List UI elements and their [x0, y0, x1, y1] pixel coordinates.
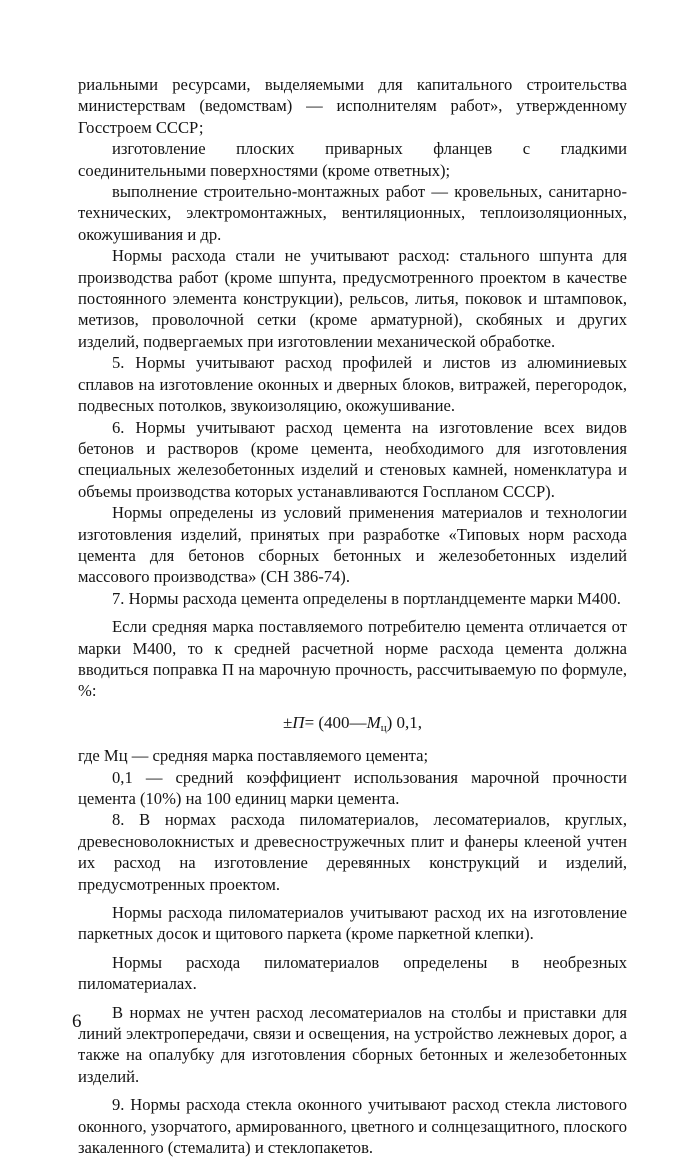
paragraph: В нормах не учтен расход лесоматериалов на столбы и приставки для линий электропередачи, связи и освещения, на устройство лежневых дорог, а также на опалубку для изготовления сборных бетонных и железобетонных изделий.	[78, 1002, 627, 1086]
paragraph: риальными ресурсами, выделяемыми для капитального строительства министерствам (ведомствам) — исполнителям работ», утвержденному Госстроем СССР;	[78, 75, 627, 137]
paragraph: Если средняя марка поставляемого потребителю цемента отличается от марки М400, то к средней расчетной норме расхода цемента должна вводиться поправка П на марочную прочность, рассчитываемую по формуле, %:	[78, 617, 627, 701]
paragraph: выполнение строительно-монтажных работ — кровельных, санитарно-технических, электромонтажных, вентиляционных, теплоизоляционных, окожушивания и др.	[78, 182, 627, 244]
formula	[78, 712, 627, 733]
formula-pm: ±	[282, 712, 293, 732]
paragraph-item-9: 9. Нормы расхода стекла оконного учитывают расход стекла листового оконного, узорчатого, армированного, цветного и солнцезащитного, плоского закаленного (стемалита) и стеклопакетов.	[78, 1095, 627, 1158]
formula-subscript: ц	[380, 721, 387, 734]
formula-variable: П	[292, 712, 305, 732]
paragraph-item-6: 6. Нормы учитывают расход цемента на изготовление всех видов бетонов и растворов (кроме цемента, необходимого для изготовления специальных железобетонных изделий и стеновых камней, номенклатура и объемы производства которых устанавливаются Госпланом СССР).	[78, 417, 627, 501]
paragraph: где Мц — средняя марка поставляемого цемента;	[78, 746, 429, 766]
document-page	[78, 74, 627, 1159]
paragraph: Нормы определены из условий применения материалов и технологии изготовления изделий, принятых при разработке «Типовых норм расхода цемента для бетонов сборных бетонных и железобетонных изделий массового производства» (СН 386-74).	[78, 503, 627, 587]
paragraph: 0,1 — средний коэффициент использования марочной прочности цемента (10%) на 100 единиц марки цемента.	[78, 767, 627, 808]
page-number: 6	[72, 1011, 82, 1032]
paragraph-item-8: 8. В нормах расхода пиломатериалов, лесоматериалов, круглых, древесноволокнистых и древесностружечных плит и фанеры клееной учтен их расход на изготовление деревянных конструкций и изделий, предусмотренных проектом.	[78, 810, 627, 894]
paragraph: изготовление плоских приварных фланцев с гладкими соединительными поверхностями (кроме ответных);	[78, 139, 627, 180]
paragraph: Нормы расхода стали не учитывают расход: стального шпунта для производства работ (кроме шпунта, предусмотренного проектом в качестве постоянного элемента конструкции), рельсов, литья, поковок и штамповок, метизов, проволочной сетки (кроме арматурной), скобяных и других изделий, подвергаемых при изготовлении механической обработке.	[78, 246, 627, 351]
paragraph-item-7: 7. Нормы расхода цемента определены в портландцементе марки М400.	[112, 588, 621, 608]
paragraph: Нормы расхода пиломатериалов учитывают расход их на изготовление паркетных досок и щитового паркета (кроме паркетной клепки).	[78, 903, 627, 944]
formula-tail: ) 0,1,	[386, 712, 423, 732]
formula-m: М	[366, 712, 381, 732]
formula-equals: = (400—	[304, 712, 367, 732]
paragraph: Нормы расхода пиломатериалов определены в необрезных пиломатериалах.	[78, 952, 627, 994]
paragraph-item-5: 5. Нормы учитывают расход профилей и листов из алюминиевых сплавов на изготовление оконных и дверных блоков, витражей, перегородок, подвесных потолков, звукоизоляцию, окожушивание.	[78, 353, 627, 416]
